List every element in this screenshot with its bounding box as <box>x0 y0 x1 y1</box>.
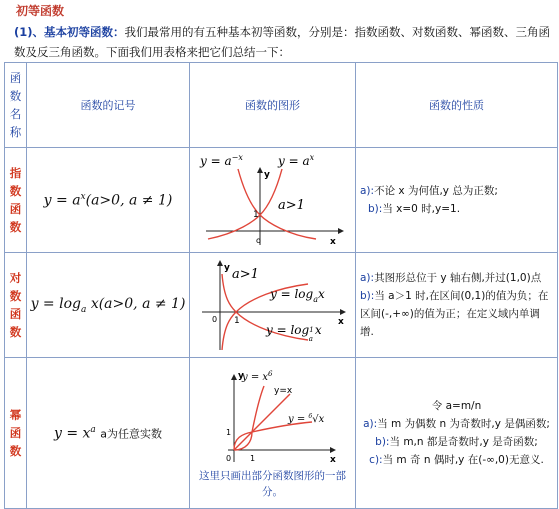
formula-subscript: a <box>80 304 87 315</box>
label-a-gt-1: a>1 <box>277 198 305 213</box>
row-name-char: 数 <box>9 184 22 198</box>
label-a-neg-x: $y = a^{-x}$ <box>199 153 243 168</box>
formula-base: y = log <box>30 295 81 312</box>
header-name-char: 函 <box>9 71 22 85</box>
label-y-axis: y <box>223 263 230 273</box>
header-property: 函数的性质 <box>356 63 558 148</box>
formula-exponent: a <box>90 424 96 435</box>
label-a-gt-1: a>1 <box>231 267 259 282</box>
prop-item: b):当 a＞1 时,在区间(0,1)的值为负；在区间(-,+∞)的值为正；在定义域内单调增. <box>360 290 549 338</box>
label-y-axis: y <box>263 170 270 180</box>
formula-power <box>27 358 190 509</box>
props-exponential <box>356 148 558 253</box>
graph-note: 这里只画出部分函数图形的一部分。 <box>199 470 346 498</box>
row-name-char: 数 <box>9 220 22 234</box>
y-axis-arrow <box>257 167 263 173</box>
x-axis-arrow <box>338 228 344 234</box>
props-logarithm <box>356 253 558 358</box>
label-one: 1 <box>252 210 259 220</box>
exponential-graph-svg <box>198 151 348 249</box>
row-name-char: 对 <box>9 271 22 285</box>
row-name-exponential <box>5 148 27 253</box>
prop-item: c):当 m 奇 n 偶时,y 在(-∞,0)无意义. <box>369 454 544 466</box>
formula-exponent: x <box>80 191 86 202</box>
row-name-char: 数 <box>9 444 22 458</box>
intro-lead: (1)、基本初等函数： <box>14 25 125 39</box>
label-x6: $y = x^6$ <box>241 370 272 383</box>
formula-base: y = a <box>43 192 81 209</box>
label-origin: 0 <box>211 315 217 324</box>
prop-intro: 令 a=m/n <box>431 400 482 412</box>
table-header-row <box>5 63 558 148</box>
label-log-a: $y = \log_ax$ <box>269 287 325 304</box>
x-axis-arrow <box>330 447 336 453</box>
prop-item: a):当 m 为偶数 n 为奇数时,y 是偶函数; <box>363 418 550 430</box>
label-x-axis: x <box>337 317 344 327</box>
formula-variable: x <box>90 295 99 312</box>
prop-item: a):其图形总位于 y 轴右侧,并过(1,0)点 <box>360 272 542 284</box>
x-axis-arrow <box>340 309 346 315</box>
row-name-logarithm <box>5 253 27 358</box>
header-graph: 函数的图形 <box>190 63 356 148</box>
curve-x6 <box>234 386 264 450</box>
table-row-logarithm <box>5 253 558 358</box>
formula-exponential <box>27 148 190 253</box>
logarithm-graph-svg <box>198 256 348 354</box>
formula-logarithm <box>27 253 190 358</box>
label-one-y: 1 <box>225 428 231 437</box>
row-name-char: 幂 <box>9 408 22 422</box>
row-name-char: 函 <box>9 202 22 216</box>
y-axis-arrow <box>231 374 237 380</box>
table-row-exponential <box>5 148 558 253</box>
row-name-power <box>5 358 27 509</box>
row-name-char: 数 <box>9 289 22 303</box>
row-name-char: 函 <box>9 426 22 440</box>
graph-power <box>190 358 356 509</box>
label-x-axis: x <box>329 237 336 247</box>
label-log-inv-a: y = log1 ax <box>265 323 322 343</box>
formula-condition: a为任意实数 <box>100 427 162 441</box>
label-root6: y = $^6$√x <box>287 413 324 425</box>
formula-condition: (a>0, a ≠ 1) <box>85 192 173 209</box>
props-power <box>356 358 558 509</box>
label-x-axis: x <box>329 455 336 465</box>
intro-text: 我们最常用的有五种基本初等函数，分别是：指数函数、对数函数、幂函数、三角函数及反三角函数。下面我们用表格来把它们总结一下： <box>14 25 551 59</box>
curve-a-x <box>208 169 282 239</box>
page-heading: 初等函数 <box>16 4 65 18</box>
function-table <box>4 62 558 509</box>
row-name-char: 指 <box>9 166 22 180</box>
header-name-char: 名 <box>9 107 22 121</box>
line-y-eq-x <box>234 394 290 450</box>
table-row-power <box>5 358 558 509</box>
header-name-char: 数 <box>9 89 22 103</box>
power-graph-svg <box>198 366 348 466</box>
row-name-char: 数 <box>9 325 22 339</box>
label-y-axis: y <box>237 371 244 381</box>
header-name-char: 称 <box>9 125 22 139</box>
label-origin: 0 <box>225 454 231 463</box>
header-name-cell <box>5 63 27 148</box>
label-origin: o <box>255 236 261 245</box>
intro-paragraph <box>14 22 556 62</box>
prop-item: a):不论 x 为何值,y 总为正数; <box>360 185 498 197</box>
label-y-eq-x: y=x <box>273 386 292 396</box>
label-a-x: $y = a^x$ <box>277 153 314 168</box>
row-name-char: 函 <box>9 307 22 321</box>
label-one: 1 <box>233 316 240 326</box>
header-notation: 函数的记号 <box>27 63 190 148</box>
graph-logarithm <box>190 253 356 358</box>
label-one-x: 1 <box>249 454 255 463</box>
formula-base: y = x <box>53 425 91 442</box>
graph-exponential <box>190 148 356 253</box>
prop-item: b):当 x=0 时,y=1. <box>368 203 461 215</box>
formula-condition: (a>0, a ≠ 1) <box>98 295 186 312</box>
y-axis-arrow <box>217 260 223 266</box>
prop-item: b):当 m,n 都是奇数时,y 是奇函数; <box>375 436 538 448</box>
